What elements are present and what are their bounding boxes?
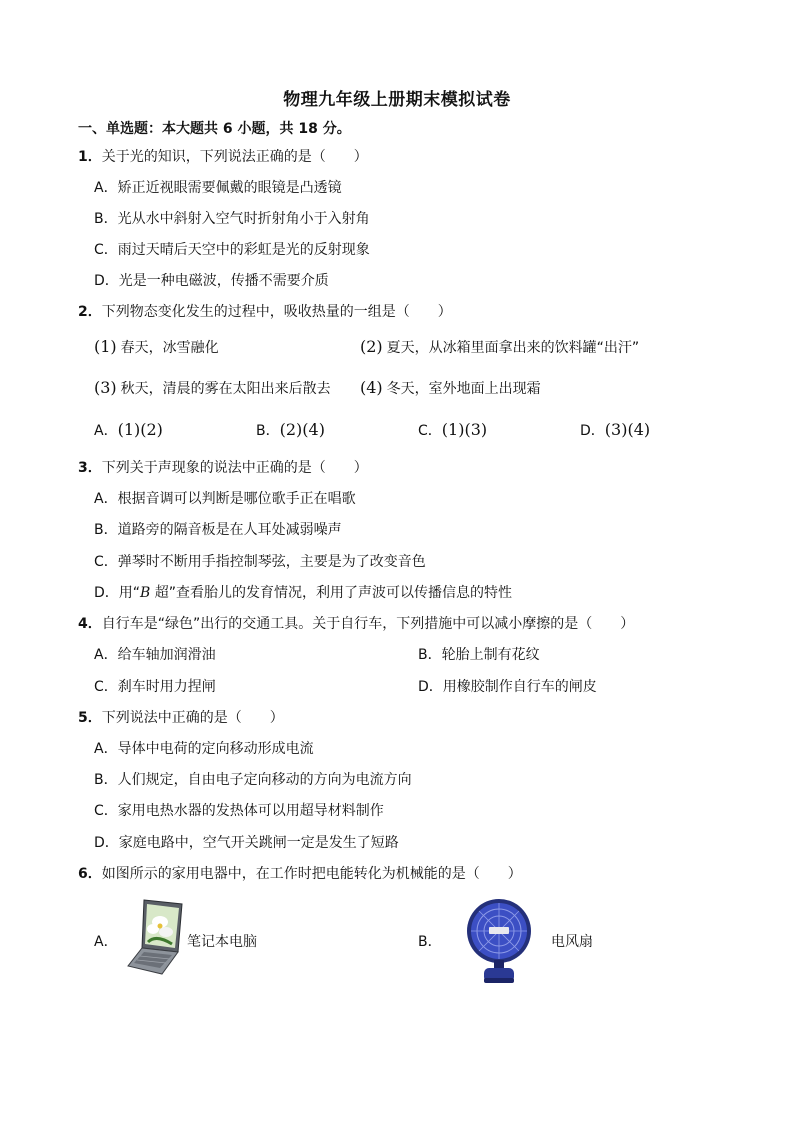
- q4-option-c: C．刹车时用力捏闸: [94, 679, 216, 695]
- q5-option-c: C．家用电热水器的发热体可以用超导材料制作: [94, 803, 384, 819]
- q2-option-d: D．(3)(4): [580, 420, 651, 439]
- section-heading: 一、单选题：本大题共 6 小题，共 18 分。: [78, 121, 351, 137]
- q1-option-b: B．光从水中斜射入空气时折射角小于入射角: [94, 211, 370, 227]
- question-1-stem: 1．关于光的知识，下列说法正确的是（ ）: [78, 149, 368, 165]
- q2-statement-1: (1) 春天，冰雪融化: [94, 337, 219, 356]
- q3-option-a: A．根据音调可以判断是哪位歌手正在唱歌: [94, 491, 356, 507]
- question-2-stem: 2．下列物态变化发生的过程中，吸收热量的一组是（ ）: [78, 304, 452, 320]
- q1-option-d: D．光是一种电磁波，传播不需要介质: [94, 273, 329, 289]
- q4-option-b: B．轮胎上制有花纹: [418, 647, 540, 663]
- q2-statement-4: (4) 冬天，室外地面上出现霜: [360, 378, 541, 397]
- q2-statement-3: (3) 秋天，清晨的雾在太阳出来后散去: [94, 378, 331, 397]
- electric-fan-icon: [454, 898, 544, 986]
- q2-option-b: B．(2)(4): [256, 420, 325, 439]
- q3-option-c: C．弹琴时不断用手指控制琴弦，主要是为了改变音色: [94, 554, 426, 570]
- q2-statement-2: (2) 夏天，从冰箱里面拿出来的饮料罐“出汗”: [360, 337, 640, 356]
- exam-title: 物理九年级上册期末模拟试卷: [283, 90, 511, 110]
- q3-option-b: B．道路旁的隔音板是在人耳处减弱噪声: [94, 522, 342, 538]
- q1-option-c: C．雨过天晴后天空中的彩虹是光的反射现象: [94, 242, 370, 258]
- question-5-stem: 5．下列说法中正确的是（ ）: [78, 710, 284, 726]
- laptop-icon: [126, 898, 184, 976]
- q6-option-b-text: 电风扇: [551, 934, 593, 950]
- question-3-stem: 3．下列关于声现象的说法中正确的是（ ）: [78, 460, 368, 476]
- q2-option-c: C．(1)(3): [418, 420, 488, 439]
- q2-option-a: A．(1)(2): [94, 420, 163, 439]
- q6-option-b-label: B．: [418, 934, 442, 950]
- q6-option-a-text: 笔记本电脑: [187, 934, 257, 950]
- q5-option-a: A．导体中电荷的定向移动形成电流: [94, 741, 314, 757]
- question-6-stem: 6．如图所示的家用电器中，在工作时把电能转化为机械能的是（ ）: [78, 866, 522, 882]
- q6-option-a-label: A．: [94, 934, 118, 950]
- q4-option-d: D．用橡胶制作自行车的闸皮: [418, 679, 597, 695]
- q4-option-a: A．给车轴加润滑油: [94, 647, 216, 663]
- question-4-stem: 4．自行车是“绿色”出行的交通工具。关于自行车，下列措施中可以减小摩擦的是（ ）: [78, 616, 635, 632]
- q5-option-d: D．家庭电路中，空气开关跳闸一定是发生了短路: [94, 835, 399, 851]
- q3-option-d: D．用“B 超”查看胎儿的发育情况，利用了声波可以传播信息的特性: [94, 585, 513, 601]
- q5-option-b: B．人们规定，自由电子定向移动的方向为电流方向: [94, 772, 412, 788]
- q1-option-a: A．矫正近视眼需要佩戴的眼镜是凸透镜: [94, 180, 342, 196]
